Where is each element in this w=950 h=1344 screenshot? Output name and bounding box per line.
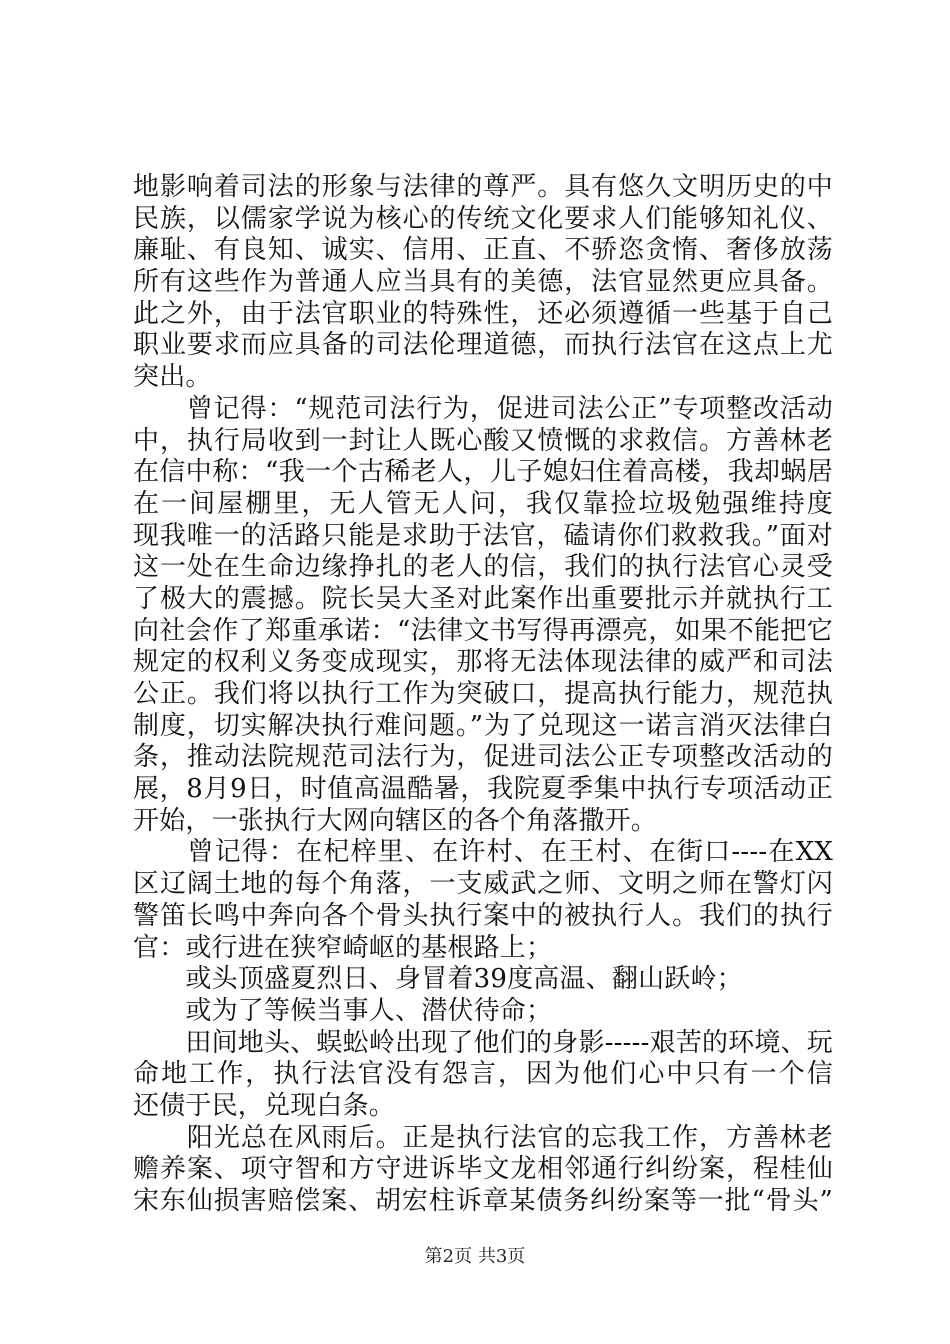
document-body [133, 172, 833, 1218]
text-line: 命地工作，执行法官没有怨言，因为他们心中只有一个信 [133, 1059, 833, 1090]
text-line: 廉耻、有良知、诚实、信用、正直、不骄恣贪惰、奢侈放荡 [133, 235, 833, 266]
text-line: 阳光总在风雨后。正是执行法官的忘我工作，方善林老 [186, 1122, 833, 1153]
text-line: 或为了等候当事人、潜伏待命； [133, 995, 553, 1026]
text-line: 田间地头、蜈蚣岭出现了他们的身影-----艰苦的环境、玩 [133, 1027, 833, 1058]
text-line: 这一处在生命边缘挣扎的老人的信，我们的执行法官心灵受 [133, 552, 833, 583]
text-line: 现我唯一的活路只能是求助于法官，磕请你们救救我。”面对 [133, 520, 833, 551]
text-line: 职业要求而应具备的司法伦理道德，而执行法官在这点上尤 [133, 330, 833, 361]
text-line: 规定的权利义务变成现实，那将无法体现法律的威严和司法 [133, 647, 833, 678]
text-line: 还债于民，兑现白条。 [133, 1090, 396, 1121]
text-line: 此之外，由于法官职业的特殊性，还必须遵循一些基于自己 [133, 298, 833, 329]
text-line: 在信中称：“我一个古稀老人，儿子媳妇住着高楼，我却蜗居 [133, 457, 833, 488]
text-line: 曾记得：“规范司法行为，促进司法公正”专项整改活动 [133, 393, 833, 424]
text-line: 在一间屋棚里，无人管无人问，我仅靠捡垃圾勉强维持度 [133, 488, 833, 519]
text-line: 条，推动法院规范司法行为，促进司法公正专项整改活动的 [133, 742, 833, 773]
text-line: 曾记得：在杞梓里、在许村、在王村、在街口----在XX [187, 837, 833, 868]
text-line: 了极大的震撼。院长吴大圣对此案作出重要批示并就执行工 [133, 583, 833, 614]
text-line: 展，8月9日，时值高温酷暑，我院夏季集中执行专项活动正 [133, 774, 833, 805]
text-line: 警笛长鸣中奔向各个骨头执行案中的被执行人。我们的执行 [133, 900, 833, 931]
text-line: 公正。我们将以执行工作为突破口，提高执行能力，规范执 [133, 679, 833, 709]
text-line: 赡养案、项守智和方守进诉毕文龙相邻通行纠纷案，程桂仙 [133, 1154, 833, 1185]
text-line: 官：或行进在狭窄崎岖的基根路上； [133, 932, 553, 963]
text-line: 突出。 [133, 362, 212, 393]
text-line: 地影响着司法的形象与法律的尊严。具有悠久文明历史的中 [133, 172, 833, 202]
page-footer: 第2页 共3页 [424, 1246, 526, 1267]
text-line: 开始，一张执行大网向辖区的各个角落撒开。 [133, 805, 658, 836]
text-line: 民族，以儒家学说为核心的传统文化要求人们能够知礼仪、 [133, 203, 833, 234]
text-line: 所有这些作为普通人应当具有的美德，法官显然更应具备。 [133, 267, 833, 298]
text-line: 区辽阔土地的每个角落，一支威武之师、文明之师在警灯闪 [133, 869, 833, 900]
text-line: 向社会作了郑重承诺：“法律文书写得再漂亮，如果不能把它 [133, 615, 833, 646]
text-line: 宋东仙损害赔偿案、胡宏柱诉章某债务纠纷案等一批“骨头” [133, 1186, 833, 1216]
text-line: 中，执行局收到一封让人既心酸又愤慨的求救信。方善林老 [133, 425, 833, 456]
text-line: 制度，切实解决执行难问题。”为了兑现这一诺言消灭法律白 [133, 710, 833, 741]
text-line: 或头顶盛夏烈日、身冒着39度高温、翻山跃岭； [133, 964, 743, 995]
